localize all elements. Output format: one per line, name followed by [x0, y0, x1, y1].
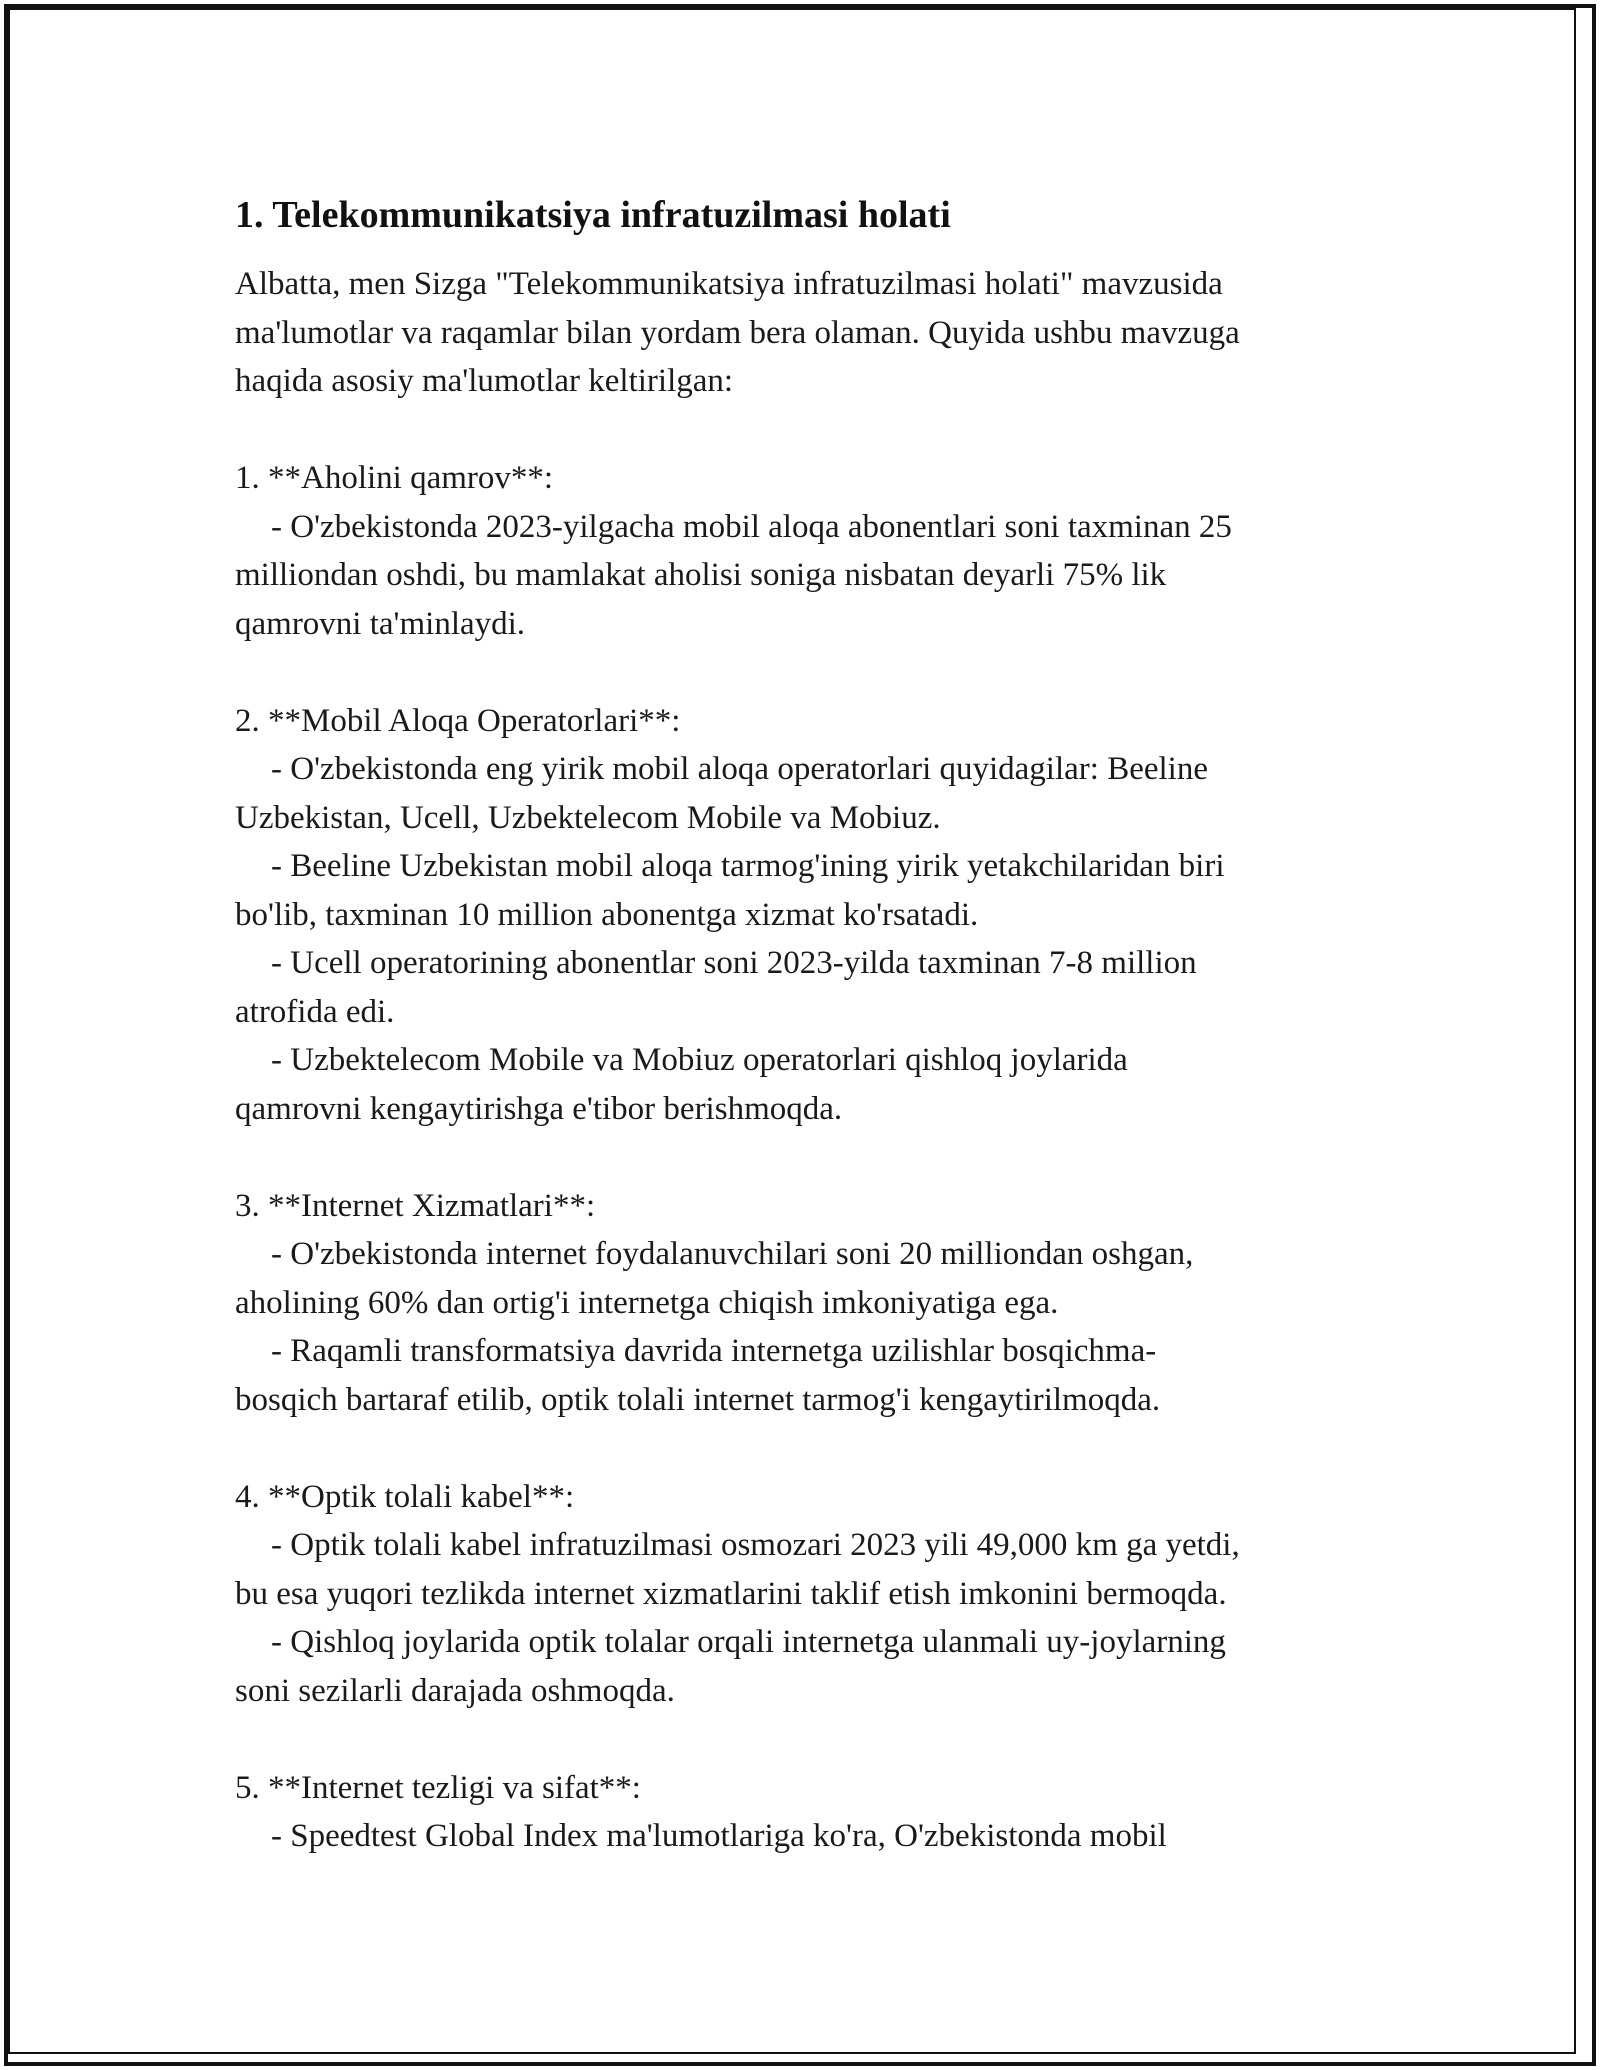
continuation-line: Uzbekistan, Ucell, Uzbektelecom Mobile va Mobiuz. — [235, 799, 941, 836]
bullet-line: - Beeline Uzbekistan mobil aloqa tarmog'ining yirik yetakchilaridan biri — [271, 848, 1225, 884]
continuation-line: aholining 60% dan ortig'i internetga chiqish imkoniyatiga ega. — [235, 1284, 1059, 1321]
bullet-line: - O'zbekistonda eng yirik mobil aloqa operatorlari quyidagilar: Beeline — [271, 751, 1208, 787]
section-5 — [235, 1764, 1385, 1861]
section-heading: 4. **Optik tolali kabel**: — [235, 1478, 575, 1515]
document-body — [235, 185, 1385, 1861]
continuation-line: qamrovni ta'minlaydi. — [235, 605, 526, 642]
continuation-line: qamrovni kengaytirishga e'tibor berishmoqda. — [235, 1090, 843, 1127]
section-2 — [235, 697, 1385, 1134]
section-heading: 3. **Internet Xizmatlari**: — [235, 1187, 596, 1224]
intro-line: haqida asosiy ma'lumotlar keltirilgan: — [235, 363, 734, 399]
bullet-line: - Ucell operatorining abonentlar soni 2023-yilda taxminan 7-8 million — [271, 945, 1197, 981]
section-4 — [235, 1473, 1385, 1716]
bullet-line: - Speedtest Global Index ma'lumotlariga ko'ra, O'zbekistonda mobil — [271, 1818, 1167, 1854]
intro-paragraph — [235, 260, 1385, 406]
section-3 — [235, 1182, 1385, 1425]
bullet-line: - O'zbekistonda 2023-yilgacha mobil aloqa abonentlari soni taxminan 25 — [271, 508, 1232, 545]
sections-list — [235, 454, 1385, 1861]
section-heading: 2. **Mobil Aloqa Operatorlari**: — [235, 702, 681, 739]
section-1 — [235, 454, 1385, 648]
intro-line: ma'lumotlar va raqamlar bilan yordam bera olaman. Quyida ushbu mavzuga — [235, 314, 1240, 351]
continuation-line: bo'lib, taxminan 10 million abonentga xizmat ko'rsatadi. — [235, 896, 979, 933]
page-title: 1. Telekommunikatsiya infratuzilmasi holati — [235, 194, 951, 236]
bullet-line: - Raqamli transformatsiya davrida internetga uzilishlar bosqichma- — [271, 1333, 1157, 1369]
continuation-line: atrofida edi. — [235, 993, 395, 1030]
section-heading: 1. **Aholini qamrov**: — [235, 460, 554, 496]
bullet-line: - O'zbekistonda internet foydalanuvchilari soni 20 milliondan oshgan, — [271, 1236, 1194, 1272]
intro-line: Albatta, men Sizga "Telekommunikatsiya infratuzilmasi holati" mavzusida — [235, 266, 1223, 302]
bullet-line: - Uzbektelecom Mobile va Mobiuz operatorlari qishloq joylarida — [271, 1042, 1128, 1078]
continuation-line: bosqich bartaraf etilib, optik tolali internet tarmog'i kengaytirilmoqda. — [235, 1381, 1161, 1418]
section-heading: 5. **Internet tezligi va sifat**: — [235, 1769, 641, 1806]
bullet-line: - Optik tolali kabel infratuzilmasi osmozari 2023 yili 49,000 km ga yetdi, — [271, 1527, 1240, 1563]
continuation-line: bu esa yuqori tezlikda internet xizmatlarini taklif etish imkonini bermoqda. — [235, 1575, 1227, 1612]
continuation-line: milliondan oshdi, bu mamlakat aholisi soniga nisbatan deyarli 75% lik — [235, 557, 1167, 593]
bullet-line: - Qishloq joylarida optik tolalar orqali internetga ulanmali uy-joylarning — [271, 1624, 1226, 1660]
continuation-line: soni sezilarli darajada oshmoqda. — [235, 1672, 675, 1709]
